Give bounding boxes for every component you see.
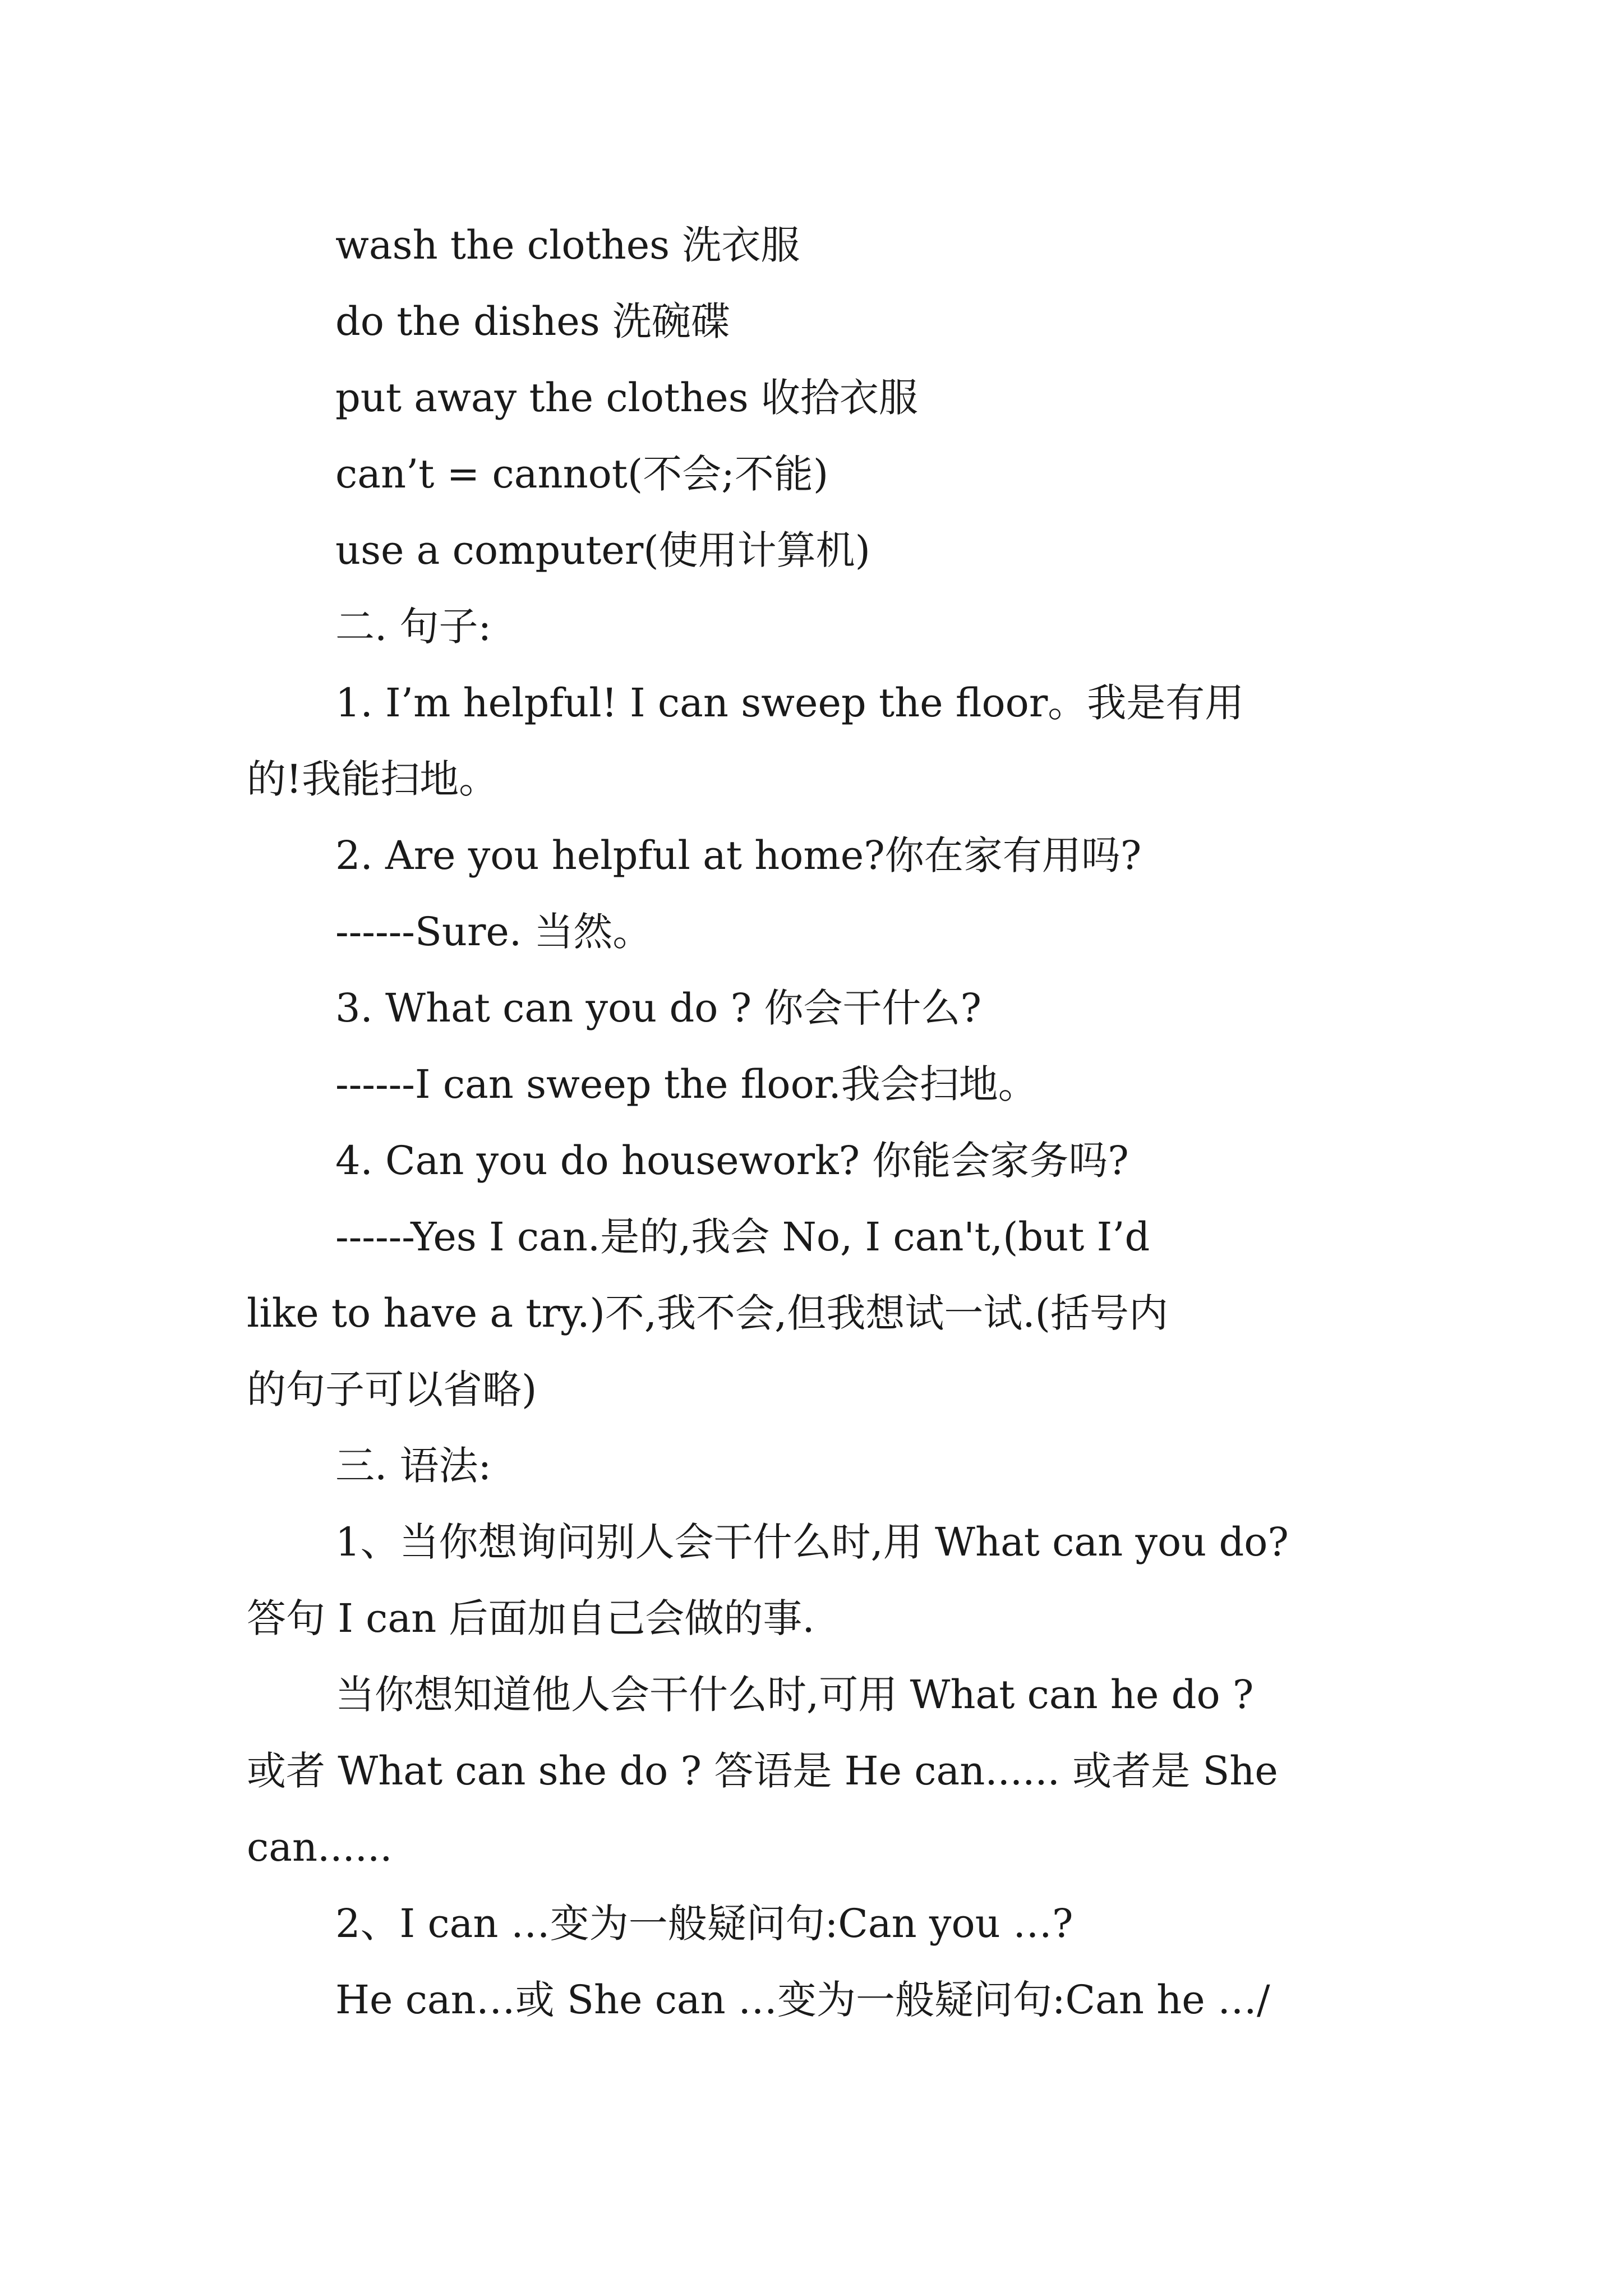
sentence-line: 1. I’m helpful! I can sweep the floor。我是有用	[335, 680, 1244, 726]
vocab-line: do the dishes 洗碗碟	[335, 298, 730, 344]
grammar-line: 1、当你想询问别人会干什么时,用 What can you do?	[335, 1519, 1289, 1565]
sentence-line: like to have a try.)不,我不会,但我想试一试.(括号内	[247, 1290, 1168, 1336]
sentence-line: 4. Can you do housework? 你能会家务吗?	[335, 1138, 1129, 1184]
vocab-line: use a computer(使用计算机)	[335, 527, 870, 573]
sentence-line: 2. Are you helpful at home?你在家有用吗?	[335, 832, 1142, 878]
grammar-line: 当你想知道他人会干什么时,可用 What can he do ?	[335, 1672, 1254, 1718]
section-heading: 三. 语法:	[335, 1443, 492, 1489]
vocab-line: put away the clothes 收拾衣服	[335, 375, 918, 421]
grammar-line: 或者 What can she do ? 答语是 He can...... 或者是 She	[247, 1748, 1278, 1794]
grammar-line: He can…或 She can …变为一般疑问句:Can he …/	[335, 1977, 1270, 2023]
sentence-line: ------Yes I can.是的,我会 No, I can't,(but I’d	[335, 1214, 1150, 1260]
grammar-line: can......	[247, 1824, 393, 1870]
section-heading: 二. 句子:	[335, 604, 492, 650]
sentence-line: 3. What can you do ? 你会干什么?	[335, 985, 981, 1031]
grammar-line: 2、I can …变为一般疑问句:Can you …?	[335, 1901, 1073, 1947]
sentence-line: ------Sure. 当然。	[335, 909, 652, 955]
grammar-line: 答句 I can 后面加自己会做的事.	[247, 1595, 815, 1641]
vocab-line: can’t = cannot(不会;不能)	[335, 451, 829, 497]
vocab-line: wash the clothes 洗衣服	[335, 222, 800, 268]
sentence-line: 的!我能扫地。	[247, 756, 499, 802]
sentence-line: 的句子可以省略)	[247, 1366, 537, 1412]
sentence-line: ------I can sweep the floor.我会扫地。	[335, 1061, 1038, 1107]
